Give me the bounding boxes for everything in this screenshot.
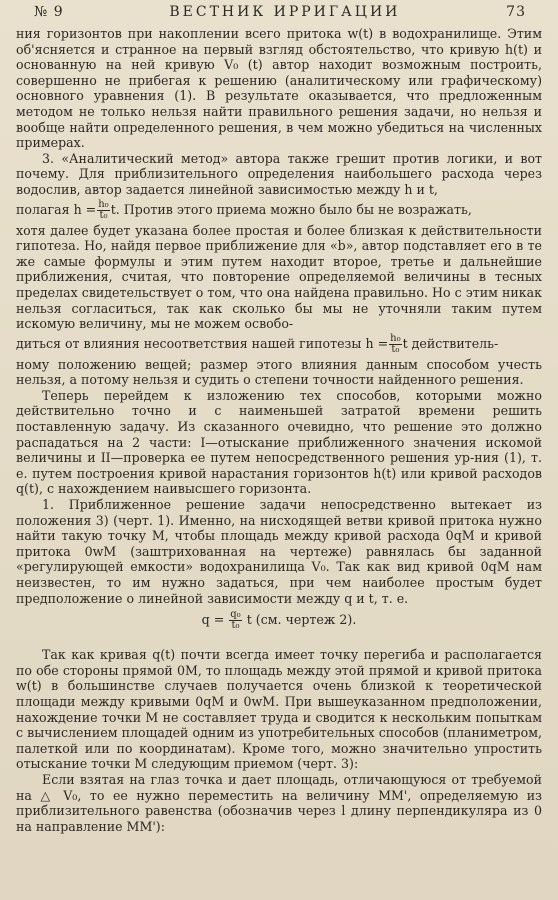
fraction (97, 200, 109, 221)
paragraph: хотя далее будет указана более простая и более близкая к действительности гипотеза. Но, найдя первое приближение для «b», автор подставляет его в те же самые формулы и этим путем находит второе, третье и дальнейшие приближения, считая, что повторение определяемой величины в тесных пределах свидетельствует о том, что она найдена правильно. Но с этим никак нельзя согласиться, так как сколько бы мы не уточняли таким путем искомую величину, мы не можем освобо- (16, 222, 542, 332)
paragraph: 3. «Аналитический метод» автора также грешит против логики, и вот почему. Для приблизительного определения наибольшего расхода через водослив, автор задается линейной зависимостью между h и t, (16, 150, 542, 197)
paragraph: 1. Приближенное решение задачи непосредственно вытекает из положения 3) (черт. 1). Именно, на нисходящей ветви кривой притока нужно найти такую точку M, чтобы площадь между кривой расхода 0qM и кривой притока 0wM (заштрихованная на чертеже) равнялась бы заданной «регулирующей емкости» водохранилища V₀. Так как вид кривой 0qM нам неизвестен, то им нужно задаться, при чем наиболее простым будет предположение о линейной зависимости между q и t, т. е. (16, 497, 542, 606)
fraction-denominator: t₀ (391, 343, 400, 355)
formula-tail: t (см. чертеж 2). (246, 612, 357, 628)
fraction-numerator: h₀ (390, 332, 401, 344)
formula-line (16, 200, 542, 221)
paragraph: Если взятая на глаз точка и дает площадь, отличающуюся от требуемой на △ V₀, то ее нужно переместить на величину MM', определяемую из приблизительного равенства (обозначив через l длину перпендикуляра из 0 на направление MM'): (16, 771, 542, 834)
paragraph: Так как кривая q(t) почти всегда имеет точку перегиба и располагается по обе стороны прямой 0M, то площадь между этой прямой и кривой притока w(t) в большинстве случаев получается очень близкой к теоретической площади между кривыми 0qM и 0wM. При вышеуказанном предположении, нахождение точки M не составляет труда и сводится к нескольким попыткам с вычислением площадей одним из употребительных способов (планиметром, палеткой или по координатам). Кроме того, можно значительно упростить отыскание точки M следующим приемом (черт. 3): (16, 647, 542, 772)
paragraph: ному положению вещей; размер этого влияния данным способом учесть нельзя, а потому нельзя и судить о степени точности найденного решения. (16, 356, 542, 388)
formula-lead: диться от влияния несоответствия нашей гипотезы (16, 336, 362, 352)
formula-lhs: h = (365, 336, 389, 352)
formula-centered (16, 610, 542, 631)
paragraph: ния горизонтов при накоплении всего притока w(t) в водохранилище. Этим об'ясняется и странное на первый взгляд обстоятельство, что кривую h(t) и основанную на ней кривую V₀ (t) автор находит возможным построить, совершенно не прибегая к решению (аналитическому или графическому) основного уравнения (1). В результате оказывается, что предложенным методом не только нельзя найти правильного решения задачи, но нельзя и вообще найти определенного решения, в чем можно убедиться на численных примерах. (16, 26, 542, 151)
journal-title: ВЕСТНИК ИРРИГАЦИИ (169, 4, 401, 20)
page-header (16, 4, 542, 26)
formula-var: t. (110, 202, 120, 218)
fraction (229, 610, 241, 631)
formula-line (16, 334, 542, 355)
formula-tail: Против этого приема можно было бы не возражать, (123, 202, 472, 218)
article-body (16, 26, 542, 834)
paragraph: Теперь перейдем к изложению тех способов, которыми можно действительно точно и с наименьшей затратой времени решить поставленную задачу. Из сказанного очевидно, что решение это должно распадаться на 2 части: I—отыскание приближенного значения искомой величины и II—проверка ее путем непосредственного решения ур-ния (1), т. е. путем построения кривой нарастания горизонтов h(t) или кривой расходов q(t), с нахождением наивысшего горизонта. (16, 387, 542, 497)
formula-lead: полагая (16, 202, 70, 218)
formula-tail: t действитель- (402, 336, 499, 352)
fraction-numerator: q₀ (230, 609, 241, 621)
fraction-denominator: t₀ (99, 209, 108, 221)
fraction (389, 334, 401, 355)
issue-number: № 9 (34, 4, 64, 20)
fraction-denominator: t₀ (231, 620, 240, 632)
spacer (16, 637, 542, 647)
formula-lhs: q = (201, 612, 225, 628)
fraction-numerator: h₀ (98, 198, 109, 210)
page-number: 73 (506, 4, 526, 20)
formula-lhs: h = (73, 202, 97, 218)
